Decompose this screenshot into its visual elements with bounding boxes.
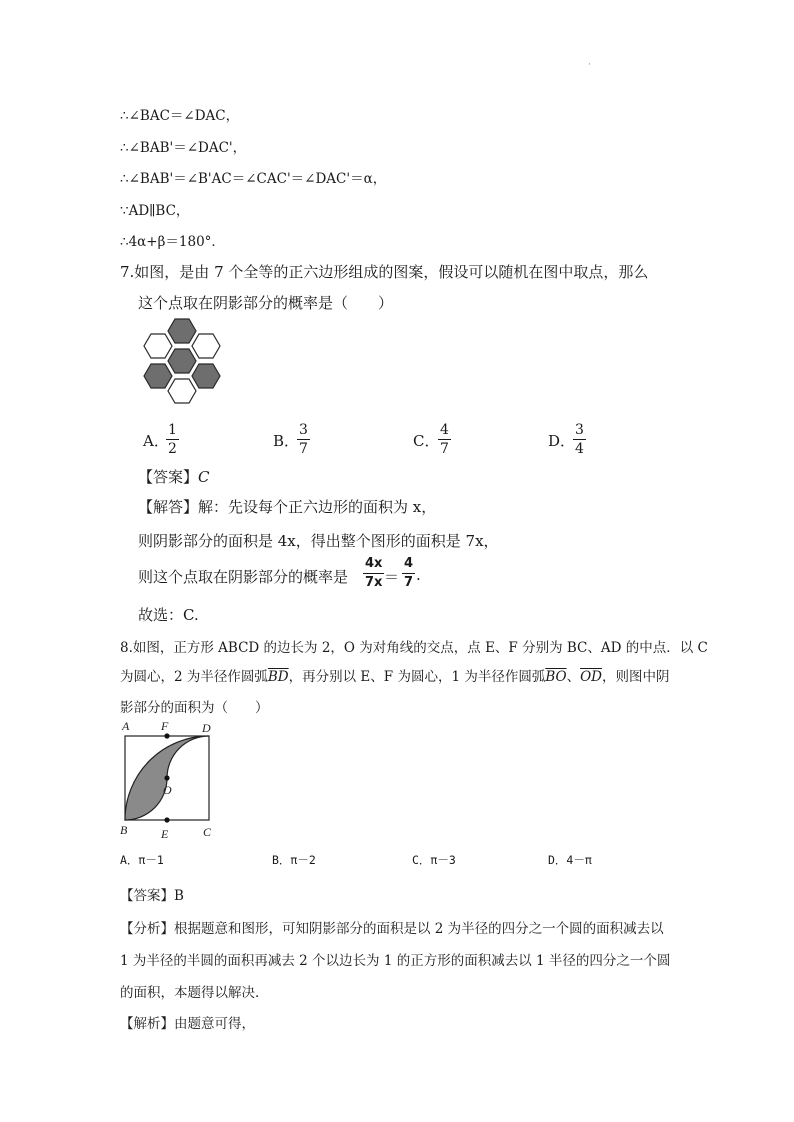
fraction-denominator: 7 [404, 575, 414, 590]
label-a: A [122, 719, 130, 733]
proof-line-1: ∴∠BAC＝∠DAC， [120, 108, 240, 124]
q8-stem-text-b: ，再分别以 E、F 为圆心，1 为半径作圆弧 [288, 669, 546, 685]
q7-solution-period: . [416, 566, 421, 584]
q7-option-a-fraction [166, 422, 179, 457]
fraction-bar [297, 439, 310, 440]
q7-solution-fraction-2 [402, 556, 415, 591]
q8-stem-text-d: ，则图中阴 [601, 669, 670, 685]
point-f [164, 733, 169, 738]
q8-analysis-line-1: 【分析】根据题意和图形，可知阴影部分的面积是以 2 为半径的四分之一个圆的面积减去以 [120, 921, 664, 937]
proof-line-4: ∵AD∥BC， [120, 203, 190, 219]
label-b: B [120, 823, 128, 837]
answer-value: C [198, 468, 210, 486]
q8-option-a: A．π－1 [120, 853, 164, 867]
q8-stem-line-1: 8.如图，正方形 ABCD 的边长为 2，O 为对角线的交点，点 E、F 分别为 BC、AD 的中点．以 C [120, 640, 708, 656]
q8-analysis-line-2: 1 为半径的半圆的面积再减去 2 个以边长为 1 的正方形的面积减去以 1 半径的四分之一个圆 [120, 953, 671, 969]
arc-bd: $\overline{BD}$ [267, 669, 289, 685]
q8-option-d: D．4－π [548, 853, 592, 867]
q7-solution-line-2: 则阴影部分的面积是 4x，得出整个图形的面积是 7x， [138, 532, 499, 550]
q7-option-b-fraction [297, 422, 310, 457]
label-e: E [161, 827, 169, 841]
point-o [164, 775, 169, 780]
q7-stem-line-2: 这个点取在阴影部分的概率是（ ） [138, 294, 394, 312]
fraction-numerator: 4x [365, 556, 383, 571]
hex-lower-left-shaded [144, 364, 172, 388]
q8-jiexi: 【解析】由题意可得， [120, 1016, 255, 1032]
hex-lower-right-shaded [192, 364, 220, 388]
q7-solution-fraction-1 [363, 556, 384, 591]
page-mark: · [588, 60, 591, 70]
q7-solution-equals: ＝ [384, 568, 400, 586]
hexagon-figure [135, 318, 230, 413]
label-d: D [202, 721, 211, 735]
fraction-numerator: 3 [575, 422, 584, 438]
q8-stem-line-3: 影部分的面积为（ ） [120, 700, 269, 716]
square-arc-figure [115, 716, 225, 844]
q7-answer [138, 466, 210, 487]
label-o: O [163, 783, 172, 797]
q7-option-c-fraction [438, 422, 451, 457]
fraction-denominator: 7 [299, 441, 308, 457]
fraction-denominator: 2 [168, 441, 177, 457]
fraction-denominator: 7 [440, 441, 449, 457]
answer-tag: 【答案】 [138, 468, 199, 486]
q7-option-a-label: A． [143, 432, 169, 450]
fraction-bar [573, 439, 586, 440]
q7-option-c-label: C． [413, 432, 440, 450]
fraction-numerator: 4 [404, 556, 414, 571]
q8-stem-line-2 [120, 665, 669, 685]
fraction-denominator: 7x [365, 575, 383, 590]
proof-line-5: ∴4α+β＝180°． [120, 234, 225, 250]
label-f: F [161, 719, 169, 733]
q8-stem-text-a: 为圆心，2 为半径作圆弧 [120, 669, 268, 685]
point-e [164, 817, 169, 822]
q8-option-c: C．π－3 [412, 853, 456, 867]
q8-stem-text-c: 、 [566, 669, 581, 685]
proof-line-2: ∴∠BAB'＝∠DAC'， [120, 140, 247, 156]
q7-option-d-label: D． [548, 432, 576, 450]
solution-text: 解：先设每个正六边形的面积为 x， [198, 498, 437, 516]
fraction-numerator: 4 [440, 422, 449, 438]
label-c: C [203, 825, 212, 839]
fraction-numerator: 1 [168, 422, 177, 438]
hex-top-shaded [168, 319, 196, 343]
proof-line-3: ∴∠BAB'＝∠B'AC＝∠CAC'＝∠DAC'＝α， [120, 171, 387, 187]
hex-bottom [168, 379, 196, 403]
hex-center-shaded [168, 349, 196, 373]
hex-upper-right [192, 334, 220, 358]
fraction-bar [438, 439, 451, 440]
fraction-bar [402, 573, 415, 574]
q8-option-b: B．π－2 [272, 853, 316, 867]
q8-analysis-line-3: 的面积，本题得以解决． [120, 985, 269, 1001]
arc-bo: $\overline{BO}$ [545, 669, 567, 685]
fraction-bar [363, 573, 384, 574]
solution-tag: 【解答】 [138, 498, 199, 516]
hex-upper-left [144, 334, 172, 358]
fraction-numerator: 3 [299, 422, 308, 438]
fraction-denominator: 4 [575, 441, 584, 457]
fraction-bar [166, 439, 179, 440]
arc-od: $\overline{OD}$ [580, 669, 602, 685]
q7-option-b-label: B． [273, 432, 300, 450]
q7-solution-line-3: 则这个点取在阴影部分的概率是 [138, 568, 349, 586]
q8-answer: 【答案】B [120, 888, 184, 904]
q7-solution-line-4: 故选：C. [138, 606, 199, 624]
q7-solution-line-1 [138, 496, 436, 517]
q7-option-d-fraction [573, 422, 586, 457]
q7-stem-line-1: 7.如图，是由 7 个全等的正六边形组成的图案，假设可以随机在图中取点，那么 [120, 263, 649, 281]
